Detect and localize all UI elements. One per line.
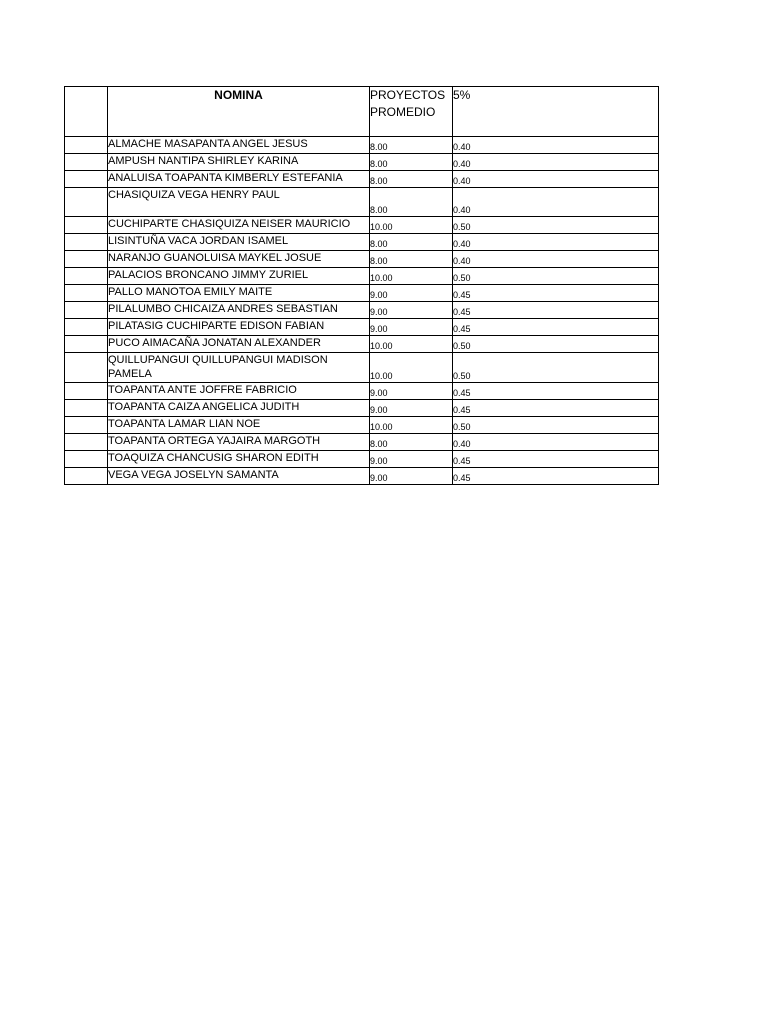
student-name: TOAPANTA ANTE JOFFRE FABRICIO	[108, 383, 370, 400]
student-name: ANALUISA TOAPANTA KIMBERLY ESTEFANIA	[108, 171, 370, 188]
projects-average: 8.00	[370, 434, 453, 451]
student-name: TOAPANTA ORTEGA YAJAIRA MARGOTH	[108, 434, 370, 451]
five-percent-value: 0.45	[453, 302, 659, 319]
row-number	[65, 217, 108, 234]
row-number	[65, 336, 108, 353]
five-percent-value: 0.40	[453, 154, 659, 171]
row-number	[65, 383, 108, 400]
table-row	[65, 285, 659, 302]
five-percent-value: 0.45	[453, 383, 659, 400]
projects-average: 9.00	[370, 400, 453, 417]
student-name: PALLO MANOTOA EMILY MAITE	[108, 285, 370, 302]
student-name: TOAQUIZA CHANCUSIG SHARON EDITH	[108, 451, 370, 468]
header-nomina: NOMINA	[108, 87, 370, 137]
five-percent-value: 0.50	[453, 217, 659, 234]
table-row	[65, 451, 659, 468]
five-percent-value: 0.40	[453, 137, 659, 154]
table-row	[65, 319, 659, 336]
five-percent-value: 0.40	[453, 251, 659, 268]
row-number	[65, 188, 108, 217]
five-percent-value: 0.50	[453, 268, 659, 285]
five-percent-value: 0.40	[453, 188, 659, 217]
row-number	[65, 154, 108, 171]
projects-average: 10.00	[370, 353, 453, 383]
header-five-percent: 5%	[453, 87, 659, 137]
row-number	[65, 319, 108, 336]
grades-table	[64, 86, 659, 485]
row-number	[65, 251, 108, 268]
projects-average: 10.00	[370, 336, 453, 353]
projects-average: 9.00	[370, 319, 453, 336]
projects-average: 10.00	[370, 217, 453, 234]
student-name: PALACIOS BRONCANO JIMMY ZURIEL	[108, 268, 370, 285]
row-number	[65, 434, 108, 451]
projects-average: 9.00	[370, 451, 453, 468]
student-name: CUCHIPARTE CHASIQUIZA NEISER MAURICIO	[108, 217, 370, 234]
student-name: VEGA VEGA JOSELYN SAMANTA	[108, 468, 370, 485]
five-percent-value: 0.50	[453, 417, 659, 434]
projects-average: 8.00	[370, 188, 453, 217]
projects-average: 9.00	[370, 285, 453, 302]
five-percent-value: 0.50	[453, 336, 659, 353]
projects-average: 8.00	[370, 154, 453, 171]
row-number	[65, 234, 108, 251]
row-number	[65, 137, 108, 154]
table-row	[65, 468, 659, 485]
table-row	[65, 188, 659, 217]
table-row	[65, 353, 659, 383]
five-percent-value: 0.45	[453, 319, 659, 336]
row-number	[65, 302, 108, 319]
student-name: ALMACHE MASAPANTA ANGEL JESUS	[108, 137, 370, 154]
header-proyectos-promedio: PROYECTOS PROMEDIO	[370, 87, 453, 137]
five-percent-value: 0.40	[453, 434, 659, 451]
five-percent-value: 0.40	[453, 234, 659, 251]
projects-average: 9.00	[370, 302, 453, 319]
row-number	[65, 353, 108, 383]
five-percent-value: 0.45	[453, 285, 659, 302]
row-number	[65, 468, 108, 485]
projects-average: 8.00	[370, 171, 453, 188]
student-name: CHASIQUIZA VEGA HENRY PAUL	[108, 188, 370, 217]
projects-average: 10.00	[370, 268, 453, 285]
table-row	[65, 137, 659, 154]
student-name: PILATASIG CUCHIPARTE EDISON FABIAN	[108, 319, 370, 336]
table-row	[65, 217, 659, 234]
row-number	[65, 268, 108, 285]
student-name: QUILLUPANGUI QUILLUPANGUI MADISON PAMELA	[108, 353, 370, 383]
table-row	[65, 417, 659, 434]
table-row	[65, 336, 659, 353]
table-row	[65, 268, 659, 285]
student-name: NARANJO GUANOLUISA MAYKEL JOSUE	[108, 251, 370, 268]
table-row	[65, 434, 659, 451]
five-percent-value: 0.50	[453, 353, 659, 383]
row-number	[65, 451, 108, 468]
table-row	[65, 251, 659, 268]
table-row	[65, 383, 659, 400]
projects-average: 8.00	[370, 251, 453, 268]
five-percent-value: 0.45	[453, 400, 659, 417]
five-percent-value: 0.40	[453, 171, 659, 188]
projects-average: 9.00	[370, 468, 453, 485]
header-number	[65, 87, 108, 137]
table-row	[65, 234, 659, 251]
projects-average: 8.00	[370, 137, 453, 154]
table-row	[65, 171, 659, 188]
row-number	[65, 285, 108, 302]
row-number	[65, 400, 108, 417]
table-row	[65, 302, 659, 319]
student-name: AMPUSH NANTIPA SHIRLEY KARINA	[108, 154, 370, 171]
student-name: LISINTUÑA VACA JORDAN ISAMEL	[108, 234, 370, 251]
table-row	[65, 154, 659, 171]
projects-average: 8.00	[370, 234, 453, 251]
student-name: PUCO AIMACAÑA JONATAN ALEXANDER	[108, 336, 370, 353]
five-percent-value: 0.45	[453, 451, 659, 468]
table-row	[65, 400, 659, 417]
five-percent-value: 0.45	[453, 468, 659, 485]
projects-average: 9.00	[370, 383, 453, 400]
student-name: TOAPANTA CAIZA ANGELICA JUDITH	[108, 400, 370, 417]
student-name: PILALUMBO CHICAIZA ANDRES SEBASTIAN	[108, 302, 370, 319]
projects-average: 10.00	[370, 417, 453, 434]
row-number	[65, 417, 108, 434]
student-name: TOAPANTA LAMAR LIAN NOE	[108, 417, 370, 434]
row-number	[65, 171, 108, 188]
header-row	[65, 87, 659, 137]
